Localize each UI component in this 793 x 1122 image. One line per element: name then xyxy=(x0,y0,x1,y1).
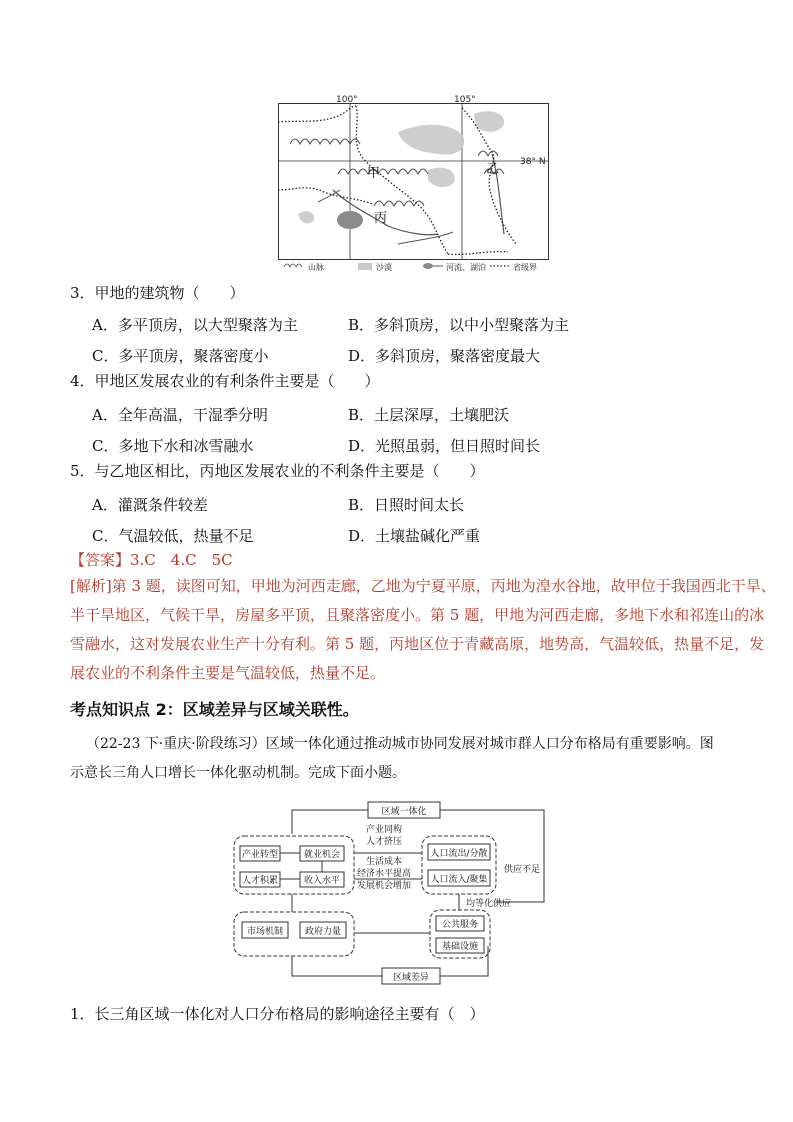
legend-mountain: 山脉 xyxy=(308,263,324,272)
section-title: 考点知识点 2：区域差异与区域关联性。 xyxy=(70,700,359,719)
analysis-line-1: [解析]第 3 题，读图可知，甲地为河西走廊，乙地为宁夏平原，丙地为湟水谷地，故甲位于我国西北干旱、 xyxy=(70,577,776,595)
legend-province-border: 省级界 xyxy=(513,263,537,272)
q3-option-d: D．多斜顶房，聚落密度最大 xyxy=(348,347,541,365)
diagram-industry-transform: 产业转型 xyxy=(241,850,279,860)
intro-line-2: 示意长三角人口增长一体化驱动机制。完成下面小题。 xyxy=(70,765,406,781)
diagram-bottom-box: 区域差异 xyxy=(392,973,430,983)
q5-option-a: A．灌溉条件较差 xyxy=(92,496,208,514)
q3-option-c: C．多平顶房，聚落密度小 xyxy=(92,347,269,365)
diagram-mid-3: 生活成本 xyxy=(365,857,403,867)
diagram-supply-short: 供应不足 xyxy=(503,865,541,875)
analysis-line-3: 雪融水，这对发展农业生产十分有利。第 5 题，丙地区位于青藏高原，地势高，气温较低，热量不足，发 xyxy=(70,635,765,653)
diagram-income-level: 收入水平 xyxy=(303,876,341,886)
q3-option-a: A．多平顶房，以大型聚落为主 xyxy=(92,316,298,334)
analysis-line-4: 展农业的不利条件主要是气温较低，热量不足。 xyxy=(70,664,386,682)
lon-105-label: 105° xyxy=(454,95,476,105)
diagram-infrastructure: 基础设施 xyxy=(441,942,479,952)
diagram-government-force: 政府力量 xyxy=(304,927,342,937)
q4-option-c: C．多地下水和冰雪融水 xyxy=(92,437,254,455)
intro-block xyxy=(70,730,730,788)
diagram-job-opportunity: 就业机会 xyxy=(303,850,341,860)
analysis-line-2: 半干旱地区，气候干旱，房屋多平顶，且聚落密度小。第 5 题，甲地为河西走廊，多地下水和祁连山的冰 xyxy=(70,606,765,624)
label-yi: 乙 xyxy=(486,162,500,177)
question-1-stem: 1．长三角区域一体化对人口分布格局的影响途径主要有（ ） xyxy=(70,1005,485,1023)
question-4-stem: 4．甲地区发展农业的有利条件主要是（ ） xyxy=(70,372,380,390)
diagram-mid-5: 发展机会增加 xyxy=(356,881,412,891)
diagram-top-box: 区域一体化 xyxy=(381,807,427,817)
q4-option-b: B．土层深厚，土壤肥沃 xyxy=(348,406,510,424)
label-jia: 甲 xyxy=(367,166,381,181)
lat-38-label: 38° N xyxy=(520,157,546,167)
question-5-stem: 5．与乙地区相比，丙地区发展农业的不利条件主要是（ ） xyxy=(70,462,485,480)
q4-option-a: A．全年高温，干湿季分明 xyxy=(92,406,268,424)
diagram-mid-1: 产业同构 xyxy=(365,825,403,835)
flow-diagram xyxy=(226,798,574,988)
legend-river-lake: 河流、湖泊 xyxy=(446,263,486,272)
q3-option-b: B．多斜顶房，以中小型聚落为主 xyxy=(348,316,570,334)
diagram-mid-2: 人才挤压 xyxy=(365,837,403,847)
analysis-block xyxy=(70,572,776,688)
legend-desert: 沙漠 xyxy=(376,263,392,272)
diagram-talent-accumulation: 人才积累 xyxy=(241,876,279,886)
map-figure xyxy=(278,94,570,274)
q4-option-d: D．光照虽弱，但日照时间长 xyxy=(348,437,541,455)
diagram-population-out: 人口流出/分散 xyxy=(430,849,488,859)
diagram-mid-4: 经济水平提高 xyxy=(356,869,412,879)
diagram-public-service: 公共服务 xyxy=(441,920,479,930)
answer-line: 【答案】3.C 4.C 5C xyxy=(70,551,233,569)
diagram-population-in: 人口流入/聚集 xyxy=(430,875,488,885)
label-bing: 丙 xyxy=(374,211,388,226)
diagram-market-mechanism: 市场机制 xyxy=(246,927,284,937)
diagram-equal-supply: 均等化供应 xyxy=(466,899,512,909)
intro-line-1: （22-23 下·重庆·阶段练习）区域一体化通过推动城市协同发展对城市群人口分布格局有重要影响。图 xyxy=(86,736,714,752)
q5-option-c: C．气温较低，热量不足 xyxy=(92,527,254,545)
question-3-stem: 3．甲地的建筑物（ ） xyxy=(70,284,245,302)
q5-option-d: D．土壤盐碱化严重 xyxy=(348,527,481,545)
q5-option-b: B．日照时间太长 xyxy=(348,496,465,514)
lon-100-label: 100° xyxy=(336,95,358,105)
